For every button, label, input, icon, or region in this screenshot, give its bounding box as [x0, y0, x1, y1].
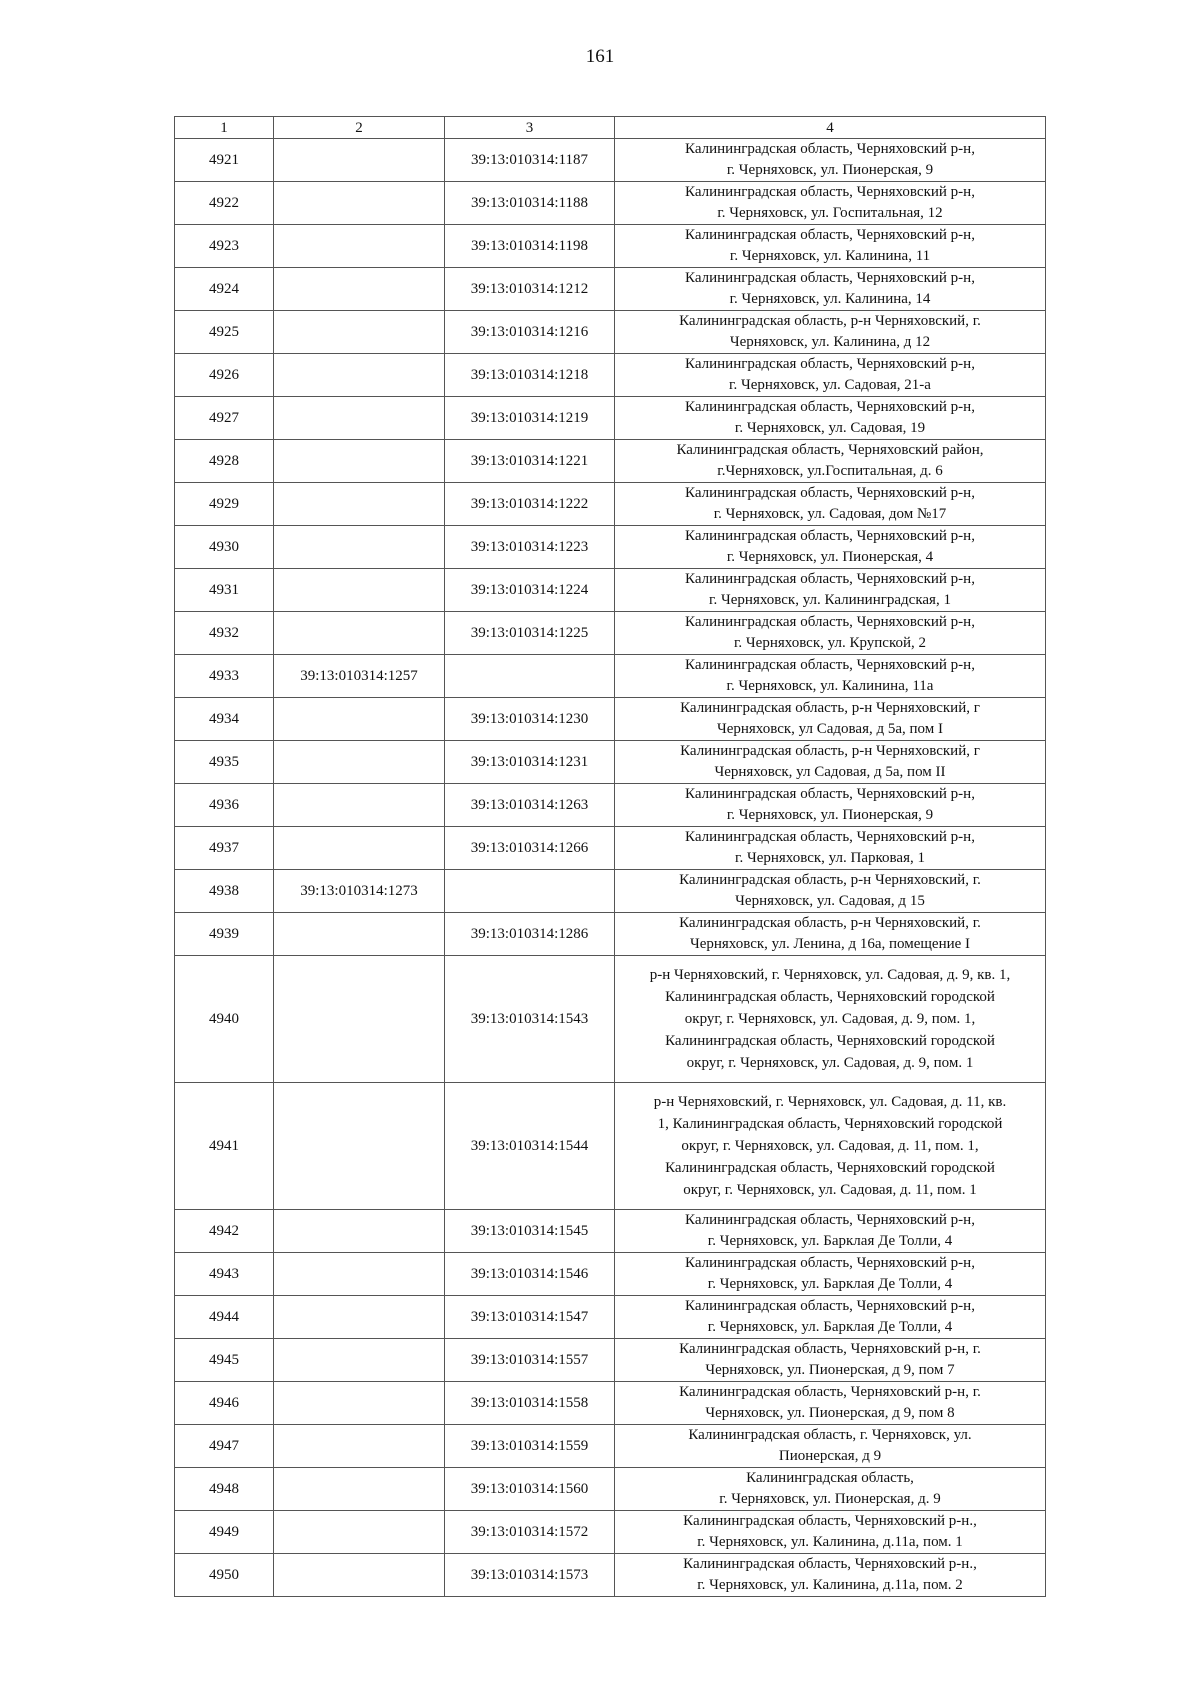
table-row: [175, 784, 1046, 827]
address-cell: Калининградская область, Черняховский р-н, г. Черняховск, ул. Пионерская, 9: [615, 139, 1046, 182]
cadastral-number-cell-col3: [445, 655, 615, 698]
cadastral-number-cell-col3: 39:13:010314:1230: [445, 698, 615, 741]
cadastral-number-cell-col3: 39:13:010314:1231: [445, 741, 615, 784]
cadastral-number-cell-col2: [274, 182, 445, 225]
address-cell: Калининградская область, Черняховский р-н, г. Черняховск, ул. Госпитальная, 12: [615, 182, 1046, 225]
cadastral-number-cell-col2: [274, 311, 445, 354]
cadastral-number-cell-col2: [274, 268, 445, 311]
table-row: [175, 268, 1046, 311]
address-cell: Калининградская область, Черняховский р-н, г. Черняховск, ул. Пионерская, 9: [615, 784, 1046, 827]
cadastral-number-cell-col3: 39:13:010314:1544: [445, 1083, 615, 1210]
address-cell: Калининградская область, Черняховский р-н, г. Черняховск, ул. Пионерская, 4: [615, 526, 1046, 569]
table-row: [175, 698, 1046, 741]
row-number-cell: 4938: [175, 870, 274, 913]
row-number-cell: 4928: [175, 440, 274, 483]
table-row: [175, 1296, 1046, 1339]
cadastral-number-cell-col3: 39:13:010314:1219: [445, 397, 615, 440]
row-number-cell: 4949: [175, 1511, 274, 1554]
row-number-cell: 4937: [175, 827, 274, 870]
table-row: [175, 1511, 1046, 1554]
table-row: [175, 1468, 1046, 1511]
table-row: [175, 956, 1046, 1083]
row-number-cell: 4943: [175, 1253, 274, 1296]
cadastral-number-cell-col3: 39:13:010314:1263: [445, 784, 615, 827]
table-row: [175, 913, 1046, 956]
table-row: [175, 612, 1046, 655]
cadastral-number-cell-col3: 39:13:010314:1266: [445, 827, 615, 870]
address-cell: Калининградская область, р-н Черняховский, г Черняховск, ул Садовая, д 5а, пом I: [615, 698, 1046, 741]
table-row: [175, 311, 1046, 354]
cadastral-number-cell-col2: [274, 956, 445, 1083]
table-row: [175, 225, 1046, 268]
row-number-cell: 4925: [175, 311, 274, 354]
table-header: [175, 117, 1046, 139]
table-row: [175, 1425, 1046, 1468]
cadastral-number-cell-col3: 39:13:010314:1286: [445, 913, 615, 956]
cadastral-number-cell-col2: [274, 1210, 445, 1253]
cadastral-number-cell-col2: [274, 698, 445, 741]
address-cell: Калининградская область, Черняховский р-н, г. Черняховск, ул. Калининградская, 1: [615, 569, 1046, 612]
cadastral-number-cell-col3: 39:13:010314:1187: [445, 139, 615, 182]
row-number-cell: 4933: [175, 655, 274, 698]
cadastral-number-cell-col2: [274, 1083, 445, 1210]
table-row: [175, 1210, 1046, 1253]
row-number-cell: 4942: [175, 1210, 274, 1253]
cadastral-number-cell-col3: 39:13:010314:1218: [445, 354, 615, 397]
table-row: [175, 1554, 1046, 1597]
row-number-cell: 4935: [175, 741, 274, 784]
row-number-cell: 4924: [175, 268, 274, 311]
cadastral-number-cell-col2: [274, 440, 445, 483]
table-row: [175, 1083, 1046, 1210]
row-number-cell: 4931: [175, 569, 274, 612]
cadastral-number-cell-col2: [274, 1253, 445, 1296]
row-number-cell: 4927: [175, 397, 274, 440]
cadastral-number-cell-col2: [274, 354, 445, 397]
table-row: [175, 741, 1046, 784]
cadastral-number-cell-col2: 39:13:010314:1273: [274, 870, 445, 913]
cadastral-number-cell-col3: 39:13:010314:1573: [445, 1554, 615, 1597]
address-cell: Калининградская область, Черняховский р-н, г. Черняховск, ул. Калинина, 11: [615, 225, 1046, 268]
column-header-4: 4: [615, 117, 1046, 139]
row-number-cell: 4934: [175, 698, 274, 741]
cadastral-number-cell-col3: 39:13:010314:1543: [445, 956, 615, 1083]
cadastral-number-cell-col2: [274, 784, 445, 827]
address-cell: Калининградская область, Черняховский р-н, г. Черняховск, ул. Садовая, дом №17: [615, 483, 1046, 526]
address-cell: Калининградская область, Черняховский р-н, г. Черняховск, ул. Пионерская, д 9, пом 8: [615, 1382, 1046, 1425]
table-row: [175, 483, 1046, 526]
row-number-cell: 4948: [175, 1468, 274, 1511]
cadastral-number-cell-col2: [274, 1382, 445, 1425]
column-header-3: 3: [445, 117, 615, 139]
row-number-cell: 4947: [175, 1425, 274, 1468]
row-number-cell: 4923: [175, 225, 274, 268]
cadastral-number-cell-col2: [274, 397, 445, 440]
address-cell: Калининградская область, Черняховский р-н, г. Черняховск, ул. Пионерская, д 9, пом 7: [615, 1339, 1046, 1382]
table-row: [175, 526, 1046, 569]
cadastral-number-cell-col2: [274, 1511, 445, 1554]
address-cell: Калининградская область, р-н Черняховский, г Черняховск, ул Садовая, д 5а, пом II: [615, 741, 1046, 784]
cadastral-number-cell-col3: 39:13:010314:1216: [445, 311, 615, 354]
table-row: [175, 1253, 1046, 1296]
address-cell: Калининградская область, Черняховский р-н, г. Черняховск, ул. Садовая, 21-а: [615, 354, 1046, 397]
address-cell: р-н Черняховский, г. Черняховск, ул. Садовая, д. 9, кв. 1, Калининградская область, Черняховский городской округ, г. Черняховск, ул. Садовая, д. 9, пом. 1, Калининградская область, Черняховский городской округ, г. Черняховск, ул. Садовая, д. 9, пом. 1: [615, 956, 1046, 1083]
address-cell: Калининградская область, г. Черняховск, ул. Пионерская, д. 9: [615, 1468, 1046, 1511]
row-number-cell: 4922: [175, 182, 274, 225]
address-cell: Калининградская область, р-н Черняховский, г. Черняховск, ул. Садовая, д 15: [615, 870, 1046, 913]
cadastral-number-cell-col2: [274, 1468, 445, 1511]
cadastral-number-cell-col3: 39:13:010314:1212: [445, 268, 615, 311]
row-number-cell: 4939: [175, 913, 274, 956]
address-cell: Калининградская область, Черняховский р-н, г. Черняховск, ул. Парковая, 1: [615, 827, 1046, 870]
cadastral-number-cell-col2: [274, 225, 445, 268]
column-header-1: 1: [175, 117, 274, 139]
table-row: [175, 182, 1046, 225]
column-header-2: 2: [274, 117, 445, 139]
row-number-cell: 4940: [175, 956, 274, 1083]
cadastral-number-cell-col3: 39:13:010314:1225: [445, 612, 615, 655]
cadastral-number-cell-col2: [274, 1554, 445, 1597]
cadastral-number-cell-col2: [274, 741, 445, 784]
address-cell: Калининградская область, Черняховский р-н, г. Черняховск, ул. Барклая Де Толли, 4: [615, 1296, 1046, 1339]
table-row: [175, 655, 1046, 698]
row-number-cell: 4926: [175, 354, 274, 397]
page-number: 161: [585, 46, 615, 67]
address-cell: р-н Черняховский, г. Черняховск, ул. Садовая, д. 11, кв. 1, Калининградская область, Черняховский городской округ, г. Черняховск, ул. Садовая, д. 11, пом. 1, Калининградская область, Черняховский городской округ, г. Черняховск, ул. Садовая, д. 11, пом. 1: [615, 1083, 1046, 1210]
cadastral-number-cell-col2: 39:13:010314:1257: [274, 655, 445, 698]
registry-table: [174, 116, 1046, 1597]
cadastral-number-cell-col2: [274, 526, 445, 569]
address-cell: Калининградская область, Черняховский р-н, г. Черняховск, ул. Калинина, 14: [615, 268, 1046, 311]
table-row: [175, 440, 1046, 483]
cadastral-number-cell-col2: [274, 827, 445, 870]
address-cell: Калининградская область, р-н Черняховский, г. Черняховск, ул. Калинина, д 12: [615, 311, 1046, 354]
cadastral-number-cell-col2: [274, 1425, 445, 1468]
row-number-cell: 4929: [175, 483, 274, 526]
address-cell: Калининградская область, Черняховский р-н, г. Черняховск, ул. Барклая Де Толли, 4: [615, 1210, 1046, 1253]
row-number-cell: 4921: [175, 139, 274, 182]
address-cell: Калининградская область, Черняховский р-н, г. Черняховск, ул. Барклая Де Толли, 4: [615, 1253, 1046, 1296]
cadastral-number-cell-col2: [274, 612, 445, 655]
address-cell: Калининградская область, р-н Черняховский, г. Черняховск, ул. Ленина, д 16а, помещение I: [615, 913, 1046, 956]
table-row: [175, 870, 1046, 913]
cadastral-number-cell-col3: 39:13:010314:1545: [445, 1210, 615, 1253]
address-cell: Калининградская область, Черняховский р-н., г. Черняховск, ул. Калинина, д.11а, пом. 1: [615, 1511, 1046, 1554]
cadastral-number-cell-col2: [274, 913, 445, 956]
row-number-cell: 4946: [175, 1382, 274, 1425]
cadastral-number-cell-col3: 39:13:010314:1558: [445, 1382, 615, 1425]
address-cell: Калининградская область, Черняховский р-н., г. Черняховск, ул. Калинина, д.11а, пом. 2: [615, 1554, 1046, 1597]
cadastral-number-cell-col3: 39:13:010314:1223: [445, 526, 615, 569]
table-row: [175, 827, 1046, 870]
cadastral-number-cell-col3: 39:13:010314:1198: [445, 225, 615, 268]
cadastral-number-cell-col3: [445, 870, 615, 913]
cadastral-number-cell-col3: 39:13:010314:1188: [445, 182, 615, 225]
cadastral-number-cell-col3: 39:13:010314:1222: [445, 483, 615, 526]
cadastral-number-cell-col3: 39:13:010314:1572: [445, 1511, 615, 1554]
address-cell: Калининградская область, Черняховский р-н, г. Черняховск, ул. Садовая, 19: [615, 397, 1046, 440]
cadastral-number-cell-col3: 39:13:010314:1559: [445, 1425, 615, 1468]
cadastral-number-cell-col3: 39:13:010314:1557: [445, 1339, 615, 1382]
table-row: [175, 1339, 1046, 1382]
address-cell: Калининградская область, Черняховский район, г.Черняховск, ул.Госпитальная, д. 6: [615, 440, 1046, 483]
address-cell: Калининградская область, Черняховский р-н, г. Черняховск, ул. Калинина, 11а: [615, 655, 1046, 698]
row-number-cell: 4944: [175, 1296, 274, 1339]
address-cell: Калининградская область, г. Черняховск, ул. Пионерская, д 9: [615, 1425, 1046, 1468]
table-row: [175, 1382, 1046, 1425]
table-row: [175, 569, 1046, 612]
table-row: [175, 139, 1046, 182]
row-number-cell: 4945: [175, 1339, 274, 1382]
cadastral-number-cell-col3: 39:13:010314:1547: [445, 1296, 615, 1339]
cadastral-number-cell-col2: [274, 569, 445, 612]
row-number-cell: 4950: [175, 1554, 274, 1597]
cadastral-number-cell-col2: [274, 1296, 445, 1339]
cadastral-number-cell-col3: 39:13:010314:1546: [445, 1253, 615, 1296]
table-row: [175, 354, 1046, 397]
cadastral-number-cell-col3: 39:13:010314:1221: [445, 440, 615, 483]
cadastral-number-cell-col2: [274, 1339, 445, 1382]
cadastral-number-cell-col3: 39:13:010314:1560: [445, 1468, 615, 1511]
address-cell: Калининградская область, Черняховский р-н, г. Черняховск, ул. Крупской, 2: [615, 612, 1046, 655]
row-number-cell: 4932: [175, 612, 274, 655]
row-number-cell: 4941: [175, 1083, 274, 1210]
cadastral-number-cell-col3: 39:13:010314:1224: [445, 569, 615, 612]
row-number-cell: 4930: [175, 526, 274, 569]
row-number-cell: 4936: [175, 784, 274, 827]
table-body: [175, 139, 1046, 1597]
table-row: [175, 397, 1046, 440]
header-row: [175, 117, 1046, 139]
cadastral-number-cell-col2: [274, 139, 445, 182]
cadastral-number-cell-col2: [274, 483, 445, 526]
